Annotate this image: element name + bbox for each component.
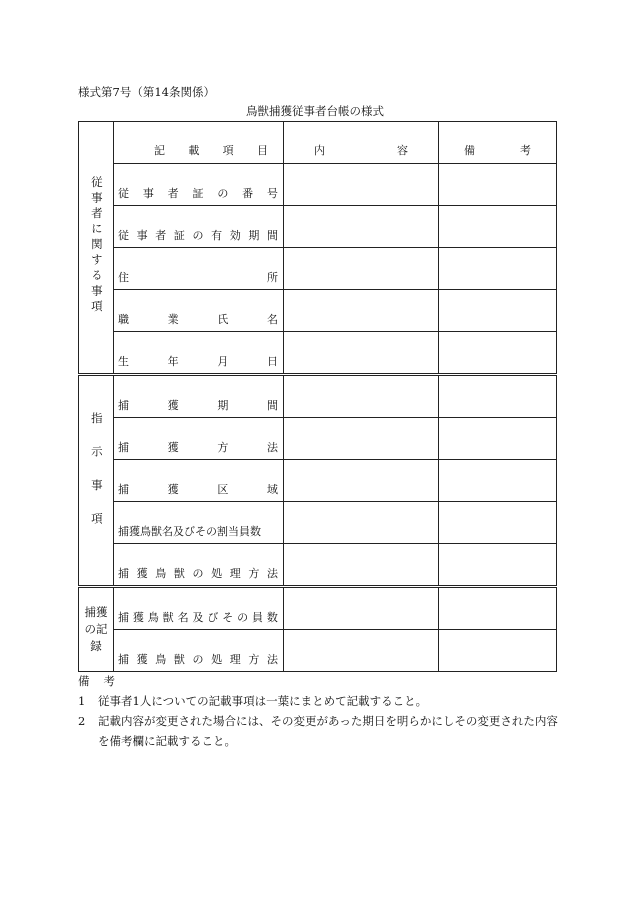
remarks-cell[interactable] xyxy=(439,502,557,544)
item-label-char: 獲 xyxy=(132,611,144,624)
item-label-char: 業 xyxy=(167,313,179,326)
item-label-char: 事 xyxy=(136,229,148,242)
remarks-cell[interactable] xyxy=(439,206,557,248)
header-item xyxy=(114,122,284,164)
item-label-cell xyxy=(114,164,284,206)
item-label-char: そ xyxy=(222,611,234,624)
item-label-char: 氏 xyxy=(217,313,229,326)
table-row xyxy=(79,206,557,248)
item-label xyxy=(114,185,283,205)
header-char: 載 xyxy=(188,144,200,157)
header-remarks xyxy=(439,122,557,164)
item-label-cell xyxy=(114,587,284,630)
item-label-char: 捕 xyxy=(118,441,129,454)
item-label-char: 者 xyxy=(155,229,167,242)
item-label-char: 号 xyxy=(266,187,278,200)
content-cell[interactable] xyxy=(284,375,439,418)
item-label-char: 及 xyxy=(192,611,204,624)
item-label-char: 理 xyxy=(229,653,241,666)
item-label-char: 証 xyxy=(173,229,185,242)
item-label-char: 間 xyxy=(266,399,278,412)
note-item xyxy=(78,691,558,711)
item-label-char: 有 xyxy=(211,229,223,242)
item-label-char: 獲 xyxy=(136,653,148,666)
item-label-char: び xyxy=(207,611,219,624)
item-label-char: 獲 xyxy=(167,399,179,412)
content-cell[interactable] xyxy=(284,206,439,248)
item-label-char: 従 xyxy=(118,229,129,242)
item-label-char: 者 xyxy=(167,187,179,200)
group-label-cell xyxy=(79,375,114,587)
item-label-char: 捕 xyxy=(118,653,129,666)
item-label-char: 住 xyxy=(118,271,129,284)
item-label-cell xyxy=(114,375,284,418)
item-label-char: の xyxy=(192,567,204,580)
note-item xyxy=(78,711,558,751)
table-row xyxy=(79,418,557,460)
table-row xyxy=(79,544,557,587)
item-label-char: 理 xyxy=(229,567,241,580)
group-label: 指示事項 xyxy=(89,412,104,546)
item-label-char: の xyxy=(217,187,229,200)
header-char: 備 xyxy=(464,144,475,157)
item-label-char: 名 xyxy=(177,611,189,624)
group-label: 従事者に関する事項 xyxy=(89,176,104,316)
content-cell[interactable] xyxy=(284,290,439,332)
item-label-char: 獲 xyxy=(136,567,148,580)
item-label xyxy=(114,481,283,501)
item-label xyxy=(114,311,283,331)
register-table xyxy=(78,121,557,672)
item-label-char: 数 xyxy=(266,611,278,624)
item-label-char: 期 xyxy=(248,229,260,242)
table-row xyxy=(79,502,557,544)
item-label-char: 従 xyxy=(118,187,129,200)
item-label-char: 方 xyxy=(248,653,260,666)
item-label-char: 獣 xyxy=(173,653,185,666)
item-label-char: 期 xyxy=(217,399,229,412)
item-label-cell xyxy=(114,290,284,332)
item-label-cell xyxy=(114,544,284,587)
table-header-row xyxy=(79,122,557,164)
item-label-cell xyxy=(114,418,284,460)
content-cell[interactable] xyxy=(284,502,439,544)
item-label-char: 月 xyxy=(217,355,229,368)
notes-section xyxy=(78,671,558,751)
item-label-char: 名 xyxy=(266,313,278,326)
item-label-char: の xyxy=(192,229,204,242)
content-cell[interactable] xyxy=(284,248,439,290)
content-cell[interactable] xyxy=(284,164,439,206)
item-label-char: 鳥 xyxy=(155,567,167,580)
item-label-char: 鳥 xyxy=(155,653,167,666)
item-label-char: 法 xyxy=(266,441,278,454)
item-label-char: 獲 xyxy=(167,483,179,496)
item-label-cell xyxy=(114,502,284,544)
item-label-char: 処 xyxy=(211,567,223,580)
remarks-cell[interactable] xyxy=(439,630,557,672)
remarks-cell[interactable] xyxy=(439,418,557,460)
item-label-char: 年 xyxy=(167,355,179,368)
item-label-char: 証 xyxy=(192,187,204,200)
remarks-cell[interactable] xyxy=(439,248,557,290)
remarks-cell[interactable] xyxy=(439,290,557,332)
item-label-char: 員 xyxy=(252,611,264,624)
item-label-char: 番 xyxy=(242,187,254,200)
table-row xyxy=(79,375,557,418)
item-label-char: 所 xyxy=(267,271,278,284)
remarks-cell[interactable] xyxy=(439,544,557,587)
item-label-char: 獣 xyxy=(162,611,174,624)
item-label xyxy=(114,227,283,247)
header-char: 容 xyxy=(397,144,408,157)
group-label: 捕獲 の記 録 xyxy=(84,605,108,653)
table-row xyxy=(79,248,557,290)
note-text: 記載内容が変更された場合には、その変更があった期日を明らかにしその変更された内容を備考欄に記載すること。 xyxy=(98,714,558,748)
header-char: 項 xyxy=(222,144,234,157)
item-label-char: 効 xyxy=(229,229,241,242)
content-cell[interactable] xyxy=(284,544,439,587)
content-cell[interactable] xyxy=(284,460,439,502)
item-label-char: 間 xyxy=(267,229,278,242)
group-label-cell xyxy=(79,122,114,375)
header-char: 考 xyxy=(520,144,531,157)
item-label-char: の xyxy=(192,653,204,666)
item-label-char: 捕 xyxy=(118,611,129,624)
remarks-cell[interactable] xyxy=(439,164,557,206)
remarks-cell[interactable] xyxy=(439,332,557,375)
item-label-char: 獣 xyxy=(173,567,185,580)
table-row xyxy=(79,332,557,375)
item-label-cell xyxy=(114,460,284,502)
content-cell[interactable] xyxy=(284,587,439,630)
item-label xyxy=(114,439,283,459)
item-label xyxy=(114,609,283,629)
note-text: 従事者1人についての記載事項は一葉にまとめて記載すること。 xyxy=(98,694,428,708)
item-label-cell xyxy=(114,206,284,248)
item-label-char: 日 xyxy=(266,355,278,368)
item-label-char: 獲 xyxy=(167,441,179,454)
item-label-char: 法 xyxy=(267,567,278,580)
table-row xyxy=(79,164,557,206)
content-cell[interactable] xyxy=(284,630,439,672)
remarks-cell[interactable] xyxy=(439,460,557,502)
document-title: 鳥獣捕獲従事者台帳の様式 xyxy=(246,104,384,118)
table-row xyxy=(79,630,557,672)
notes-heading: 備 考 xyxy=(78,674,115,688)
item-label-char: 方 xyxy=(217,441,229,454)
content-cell[interactable] xyxy=(284,418,439,460)
table-row xyxy=(79,290,557,332)
remarks-cell[interactable] xyxy=(439,375,557,418)
header-char: 内 xyxy=(314,144,325,157)
item-label-char: 職 xyxy=(118,313,129,326)
item-label xyxy=(114,565,283,585)
group-label-cell xyxy=(79,587,114,672)
item-label-cell xyxy=(114,332,284,375)
note-number: 2 xyxy=(78,714,86,728)
note-number: 1 xyxy=(78,694,86,708)
table-row xyxy=(79,460,557,502)
item-label-char: 捕 xyxy=(118,399,129,412)
item-label-char: 事 xyxy=(142,187,154,200)
header-char: 記 xyxy=(154,144,165,157)
table-row xyxy=(79,587,557,630)
content-cell[interactable] xyxy=(284,332,439,375)
item-label: 捕獲鳥獣名及びその割当員数 xyxy=(118,525,261,538)
item-label-char: 捕 xyxy=(118,483,129,496)
item-label-char: 区 xyxy=(217,483,229,496)
item-label-char: 処 xyxy=(211,653,223,666)
header-char: 目 xyxy=(256,144,268,157)
item-label-char: 法 xyxy=(267,653,278,666)
item-label xyxy=(114,651,283,671)
item-label-char: 方 xyxy=(248,567,260,580)
remarks-cell[interactable] xyxy=(439,587,557,630)
item-label-char: 生 xyxy=(118,355,129,368)
item-label-char: の xyxy=(237,611,249,624)
item-label-cell xyxy=(114,630,284,672)
form-number: 様式第7号（第14条関係） xyxy=(78,85,215,99)
item-label xyxy=(114,397,283,417)
header-content xyxy=(284,122,439,164)
item-label-char: 鳥 xyxy=(147,611,159,624)
item-label xyxy=(114,353,283,373)
item-label xyxy=(114,269,283,289)
item-label-char: 域 xyxy=(266,483,278,496)
item-label-cell xyxy=(114,248,284,290)
item-label-char: 捕 xyxy=(118,567,129,580)
